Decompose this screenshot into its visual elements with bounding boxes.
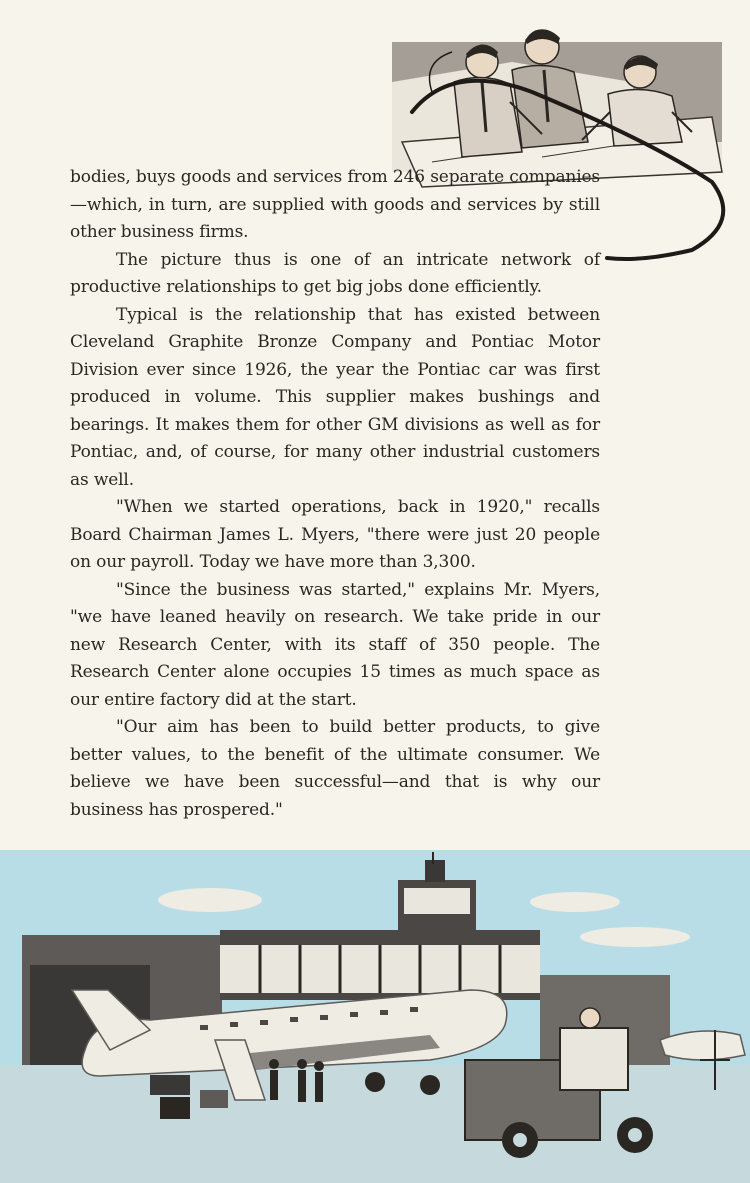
paragraph-6: "Our aim has been to build better products, to give better values, to the benefit of the ultimate consumer. We believe we have been successful—and that is why our business has prospered." [70, 717, 600, 820]
article-body [70, 164, 600, 824]
paragraph-4: "When we started operations, back in 1920," recalls Board Chairman James L. Myers, "there were just 20 people on our payroll. Today we have more than 3,300. [70, 497, 600, 572]
paragraph-5: "Since the business was started," explains Mr. Myers, "we have leaned heavily on research. We take pride in our new Research Center, with its staff of 350 people. The Research Center alone occupies 15 times as much space as our entire factory did at the start. [70, 579, 600, 710]
paragraph-1: bodies, buys goods and services from 246 separate companies—which, in turn, are supplied with goods and services by still other business firms. [70, 167, 600, 242]
paragraph-2: The picture thus is one of an intricate network of productive relationships to get big jobs done efficiently. [70, 249, 600, 297]
paragraph-3: Typical is the relationship that has existed between Cleveland Graphite Bronze Company and Pontiac Motor Division ever since 1926, the year the Pontiac car was first produced in volume. This supplier makes bushings and bearings. It makes them for other GM divisions as well as for Pontiac, and, of course, for many other industrial customers as well. [70, 304, 600, 490]
airport-illustration [0, 850, 750, 1183]
